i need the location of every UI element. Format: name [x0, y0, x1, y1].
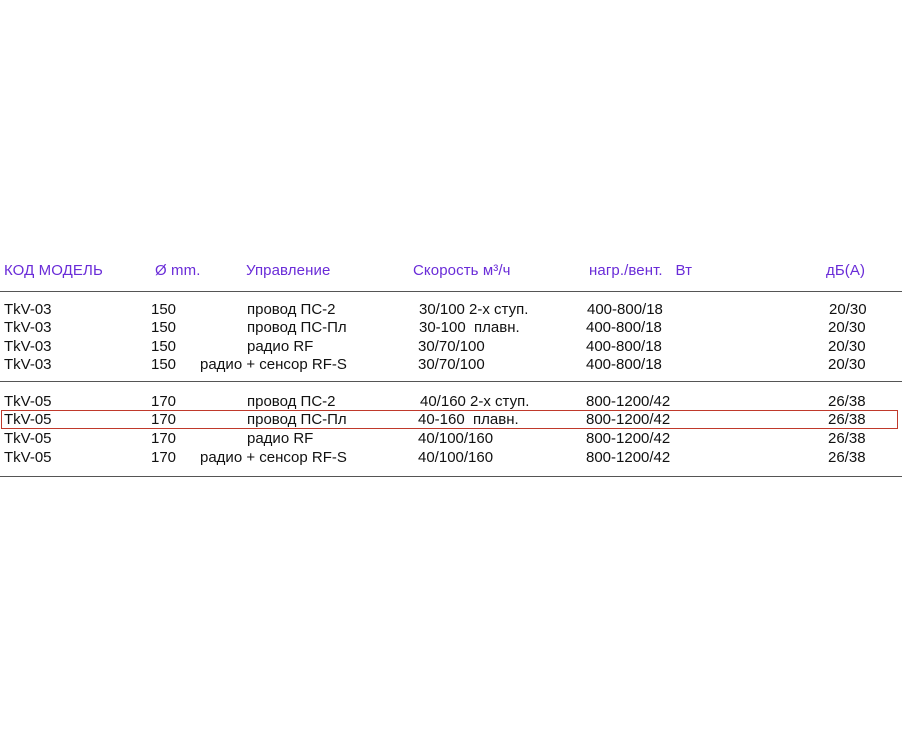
cell-load: 800-1200/42 [586, 393, 671, 410]
table-row [0, 429, 902, 448]
header-speed: Скорость м³/ч [413, 262, 511, 279]
cell-noise: 26/38 [828, 393, 866, 410]
header-control: Управление [246, 262, 331, 279]
cell-speed: 40-160 плавн. [418, 411, 519, 428]
cell-load: 400-800/18 [586, 356, 662, 373]
cell-diameter: 170 [151, 430, 177, 447]
cell-diameter: 150 [151, 319, 177, 336]
cell-noise: 20/30 [828, 338, 866, 355]
cell-control: радио + сенсор RF-S [200, 356, 347, 373]
cell-speed: 40/160 2-х ступ. [420, 393, 530, 410]
cell-diameter: 170 [151, 449, 177, 466]
cell-diameter: 150 [151, 338, 177, 355]
cell-speed: 40/100/160 [418, 430, 494, 447]
cell-control: радио RF [247, 338, 314, 355]
header-load: нагр./вент. Вт [589, 262, 693, 279]
table-row [0, 337, 902, 356]
cell-speed: 30/70/100 [418, 356, 485, 373]
cell-load: 800-1200/42 [586, 411, 671, 428]
cell-speed: 30-100 плавн. [419, 319, 520, 336]
header-noise: дБ(А) [826, 262, 866, 279]
cell-load: 800-1200/42 [586, 430, 671, 447]
table-row [0, 300, 902, 319]
header-divider [0, 291, 902, 292]
cell-load: 400-800/18 [586, 338, 662, 355]
cell-noise: 20/30 [828, 356, 866, 373]
cell-control: провод ПС-2 [247, 301, 336, 318]
table-row [0, 448, 902, 467]
cell-diameter: 150 [151, 356, 177, 373]
cell-model: TkV-03 [4, 319, 52, 336]
header-model: КОД МОДЕЛЬ [4, 262, 103, 279]
table-bottom-rule [0, 476, 902, 477]
cell-noise: 20/30 [829, 301, 867, 318]
cell-model: TkV-05 [4, 411, 52, 428]
cell-model: TkV-03 [4, 301, 52, 318]
cell-model: TkV-03 [4, 338, 52, 355]
cell-model: TkV-05 [4, 430, 52, 447]
cell-control: радио + сенсор RF-S [200, 449, 347, 466]
cell-control: радио RF [247, 430, 314, 447]
table-row-selected[interactable] [0, 410, 902, 429]
cell-speed: 30/100 2-х ступ. [419, 301, 529, 318]
cell-control: провод ПС-Пл [247, 411, 347, 428]
cell-model: TkV-05 [4, 393, 52, 410]
cell-load: 400-800/18 [587, 301, 663, 318]
cell-diameter: 170 [151, 393, 177, 410]
cell-diameter: 170 [151, 411, 177, 428]
cell-control: провод ПС-2 [247, 393, 336, 410]
cell-speed: 40/100/160 [418, 449, 494, 466]
cell-control: провод ПС-Пл [247, 319, 347, 336]
cell-noise: 20/30 [828, 319, 866, 336]
cell-noise: 26/38 [828, 449, 866, 466]
cell-speed: 30/70/100 [418, 338, 485, 355]
table-row [0, 355, 902, 374]
cell-model: TkV-05 [4, 449, 52, 466]
group-divider [0, 381, 902, 382]
header-diameter: Ø mm. [155, 262, 201, 279]
cell-noise: 26/38 [828, 411, 866, 428]
cell-load: 400-800/18 [586, 319, 662, 336]
table-row [0, 392, 902, 411]
cell-diameter: 150 [151, 301, 177, 318]
cell-load: 800-1200/42 [586, 449, 671, 466]
table-row [0, 318, 902, 337]
cell-noise: 26/38 [828, 430, 866, 447]
cell-model: TkV-03 [4, 356, 52, 373]
